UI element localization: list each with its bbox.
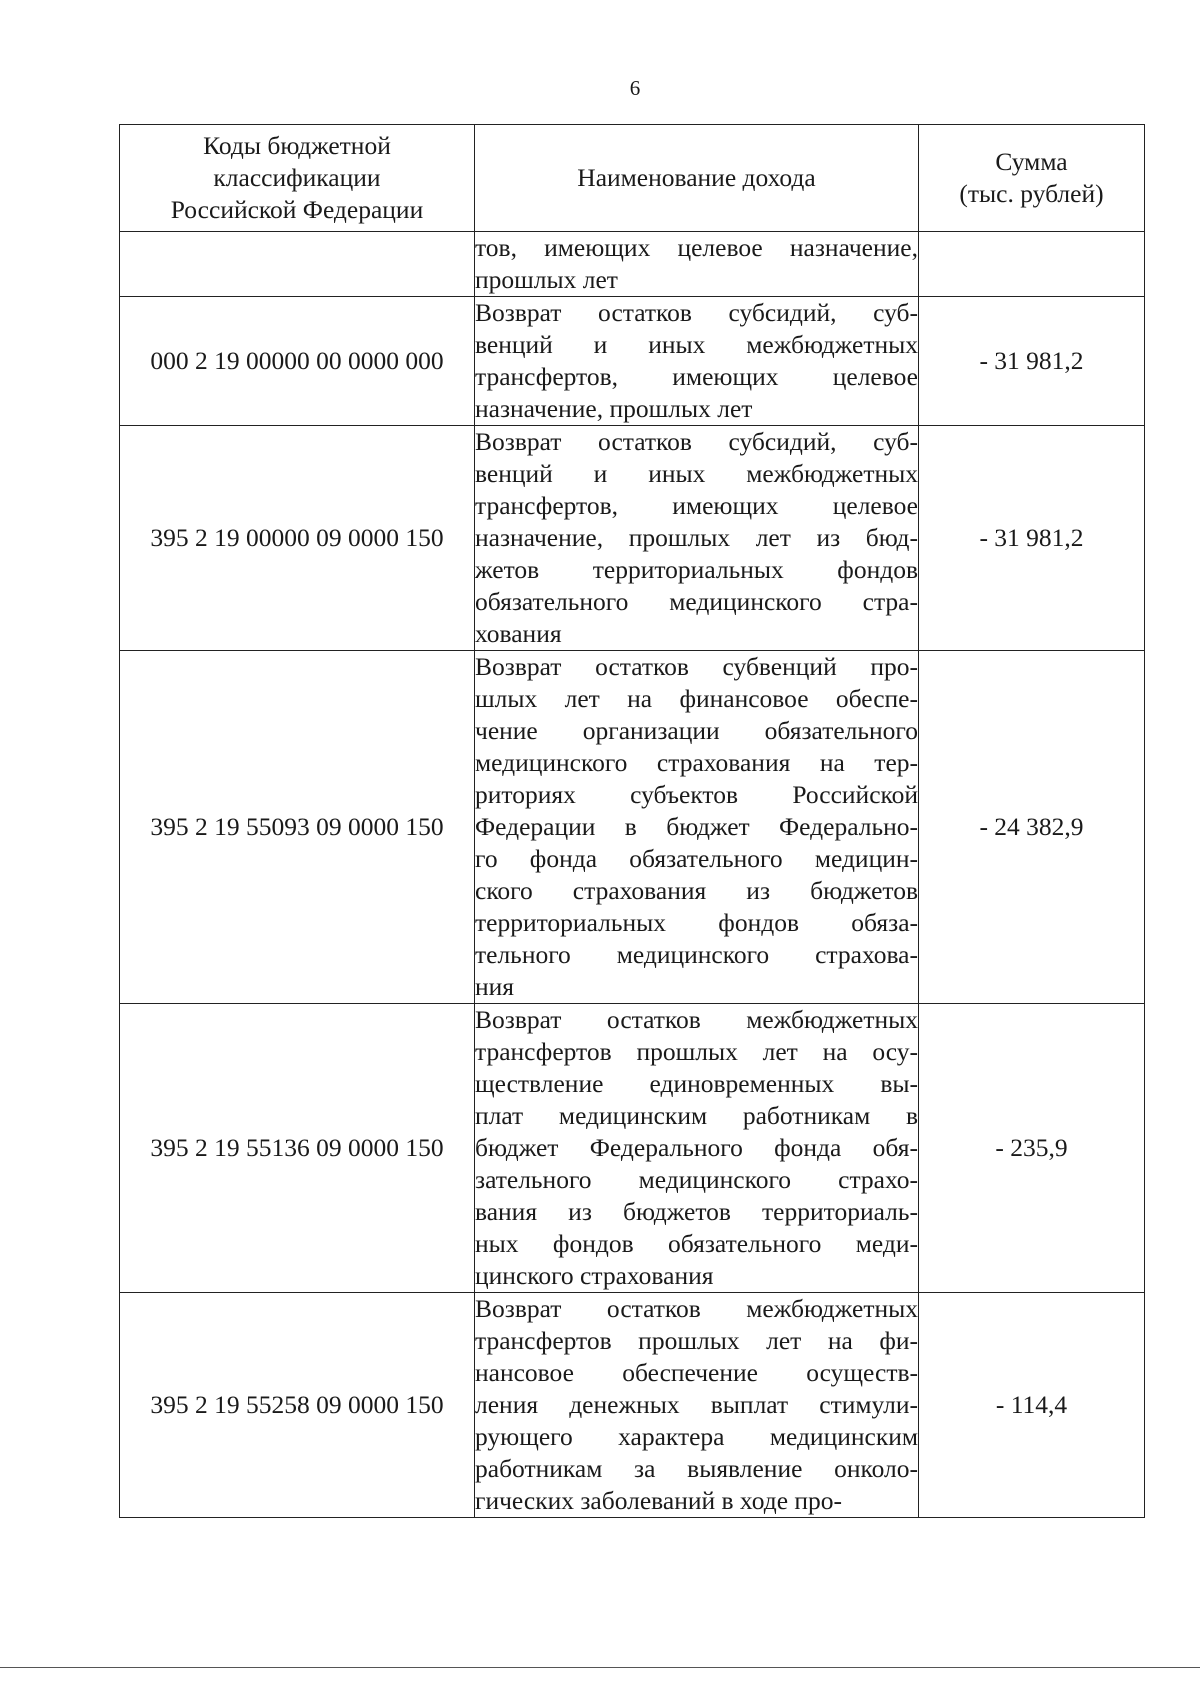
table-row bbox=[120, 1293, 1145, 1518]
amount-cell: - 235,9 bbox=[919, 1004, 1145, 1293]
income-name-line: работникам за выявление онколо- bbox=[475, 1454, 918, 1483]
income-name-line: цинского страхования bbox=[475, 1261, 714, 1290]
income-name-line: зательного медицинского страхо- bbox=[475, 1165, 918, 1194]
budget-code-cell: 395 2 19 55136 09 0000 150 bbox=[120, 1004, 475, 1293]
income-name-cell bbox=[475, 1293, 919, 1518]
income-name-line: прошлых лет bbox=[475, 265, 618, 294]
income-name-line: Возврат остатков межбюджетных bbox=[475, 1294, 918, 1323]
header-sum-line: Сумма bbox=[995, 147, 1068, 176]
income-name-cell bbox=[475, 426, 919, 651]
income-name-line: ского страхования из бюджетов bbox=[475, 876, 918, 905]
income-table bbox=[119, 124, 1145, 1518]
income-name-cell bbox=[475, 1004, 919, 1293]
income-name-line: Возврат остатков субсидий, суб- bbox=[475, 298, 918, 327]
income-name-line: вания из бюджетов территориаль- bbox=[475, 1197, 918, 1226]
budget-code-cell: 395 2 19 00000 09 0000 150 bbox=[120, 426, 475, 651]
income-name-line: назначение, прошлых лет bbox=[475, 394, 753, 423]
budget-code-cell: 000 2 19 00000 00 0000 000 bbox=[120, 297, 475, 426]
budget-code-cell: 395 2 19 55093 09 0000 150 bbox=[120, 651, 475, 1004]
income-name-line: Федерации в бюджет Федерально- bbox=[475, 812, 918, 841]
header-code bbox=[120, 125, 475, 232]
amount-cell: - 31 981,2 bbox=[919, 297, 1145, 426]
income-name-line: жетов территориальных фондов bbox=[475, 555, 918, 584]
amount-cell bbox=[919, 232, 1145, 297]
budget-code-cell bbox=[120, 232, 475, 297]
header-sum bbox=[919, 125, 1145, 232]
amount-cell: - 31 981,2 bbox=[919, 426, 1145, 651]
income-name-line: трансфертов, имеющих целевое bbox=[475, 362, 918, 391]
income-name-line: трансфертов, имеющих целевое bbox=[475, 491, 918, 520]
income-name-line: гических заболеваний в ходе про- bbox=[475, 1486, 843, 1515]
income-name-line: трансфертов прошлых лет на фи- bbox=[475, 1326, 918, 1355]
header-code-line: Коды бюджетной bbox=[203, 131, 391, 160]
income-name-line: венций и иных межбюджетных bbox=[475, 459, 918, 488]
income-name-line: рующего характера медицинским bbox=[475, 1422, 918, 1451]
income-name-line: чение организации обязательного bbox=[475, 716, 918, 745]
income-name-line: назначение, прошлых лет из бюд- bbox=[475, 523, 918, 552]
income-name-line: плат медицинским работникам в bbox=[475, 1101, 918, 1130]
income-name-line: шлых лет на финансовое обеспе- bbox=[475, 684, 918, 713]
income-name-line: венций и иных межбюджетных bbox=[475, 330, 918, 359]
header-sum-line: (тыс. рублей) bbox=[959, 179, 1104, 208]
income-name-line: трансфертов прошлых лет на осу- bbox=[475, 1037, 918, 1066]
table-row bbox=[120, 232, 1145, 297]
income-name-line: ления денежных выплат стимули- bbox=[475, 1390, 918, 1419]
income-name-line: тов, имеющих целевое назначение, bbox=[475, 233, 918, 262]
income-name-line: ных фондов обязательного меди- bbox=[475, 1229, 918, 1258]
income-name-cell bbox=[475, 651, 919, 1004]
income-name-line: бюджет Федерального фонда обя- bbox=[475, 1133, 918, 1162]
income-name-line: го фонда обязательного медицин- bbox=[475, 844, 918, 873]
table-row bbox=[120, 651, 1145, 1004]
amount-cell: - 24 382,9 bbox=[919, 651, 1145, 1004]
income-name-line: Возврат остатков межбюджетных bbox=[475, 1005, 918, 1034]
income-name-line: территориальных фондов обяза- bbox=[475, 908, 918, 937]
income-name-line: хования bbox=[475, 619, 562, 648]
page-bottom-rule bbox=[0, 1667, 1200, 1668]
income-name-line: нансовое обеспечение осуществ- bbox=[475, 1358, 918, 1387]
table-header-row bbox=[120, 125, 1145, 232]
income-name-line: тельного медицинского страхова- bbox=[475, 940, 918, 969]
budget-code-cell: 395 2 19 55258 09 0000 150 bbox=[120, 1293, 475, 1518]
income-name-line: обязательного медицинского стра- bbox=[475, 587, 918, 616]
income-name-line: ния bbox=[475, 972, 515, 1001]
income-name-line: Возврат остатков субвенций про- bbox=[475, 652, 918, 681]
income-name-line: ществление единовременных вы- bbox=[475, 1069, 918, 1098]
income-name-line: Возврат остатков субсидий, суб- bbox=[475, 427, 918, 456]
header-code-line: классификации bbox=[213, 163, 381, 192]
table-row bbox=[120, 1004, 1145, 1293]
table-row bbox=[120, 297, 1145, 426]
table-row bbox=[120, 426, 1145, 651]
income-name-cell bbox=[475, 232, 919, 297]
header-name: Наименование дохода bbox=[475, 125, 919, 232]
amount-cell: - 114,4 bbox=[919, 1293, 1145, 1518]
income-name-line: риториях субъектов Российской bbox=[475, 780, 918, 809]
page-number: 6 bbox=[629, 76, 641, 100]
income-name-line: медицинского страхования на тер- bbox=[475, 748, 918, 777]
income-name-cell bbox=[475, 297, 919, 426]
header-code-line: Российской Федерации bbox=[170, 195, 424, 224]
